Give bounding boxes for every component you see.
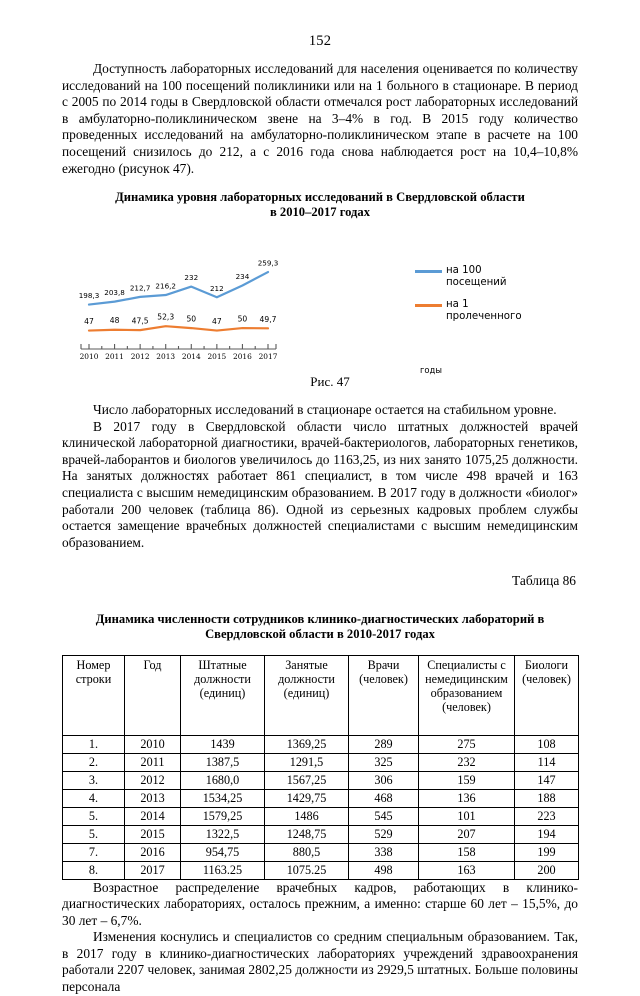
legend-swatch-series1 [415, 270, 442, 273]
table-title [68, 612, 572, 641]
table-header-line: Биологи [524, 657, 569, 672]
table-cell: 8. [63, 861, 125, 879]
table-header-line: Номер [76, 657, 111, 672]
paragraph-after-table-2: Изменения коснулись и специалистов со средним специальным образованием. Так, в 2017 году в клинико-диагностических лабораториях учреждений здравоохранения работали 2207 человек, занимая 2802,25 должности из 2929,5 штатных. Больше половины персонала [62, 929, 578, 995]
table-row [63, 789, 579, 807]
chart-x-tick-label: 2016 [233, 351, 252, 361]
table-header-cell [181, 655, 265, 735]
table-cell: 108 [515, 735, 579, 753]
page-number: 152 [308, 33, 332, 49]
table-row [63, 753, 579, 771]
table-cell: 194 [515, 825, 579, 843]
table-cell: 275 [419, 735, 515, 753]
table-cell: 2013 [125, 789, 181, 807]
table-cell: 468 [349, 789, 419, 807]
table-header-line: Занятые [285, 657, 328, 672]
table-cell: 338 [349, 843, 419, 861]
chart-data-label: 50 [186, 314, 197, 324]
table-cell: 2017 [125, 861, 181, 879]
table-cell: 2010 [125, 735, 181, 753]
table-cell: 1369,25 [265, 735, 349, 753]
chart-x-tick-label: 2017 [258, 351, 278, 361]
table-cell: 880,5 [265, 843, 349, 861]
table-title-line1: Динамика численности сотрудников клинико-диагностических лабораторий в [95, 612, 545, 627]
table-cell: 1322,5 [181, 825, 265, 843]
chart-xaxis-caption: годы [420, 364, 442, 375]
table-cell: 2015 [125, 825, 181, 843]
table-header-line: образованием [430, 685, 503, 700]
table-cell: 306 [349, 771, 419, 789]
chart-data-label: 216,2 [155, 281, 177, 291]
figure-caption: Рис. 47 [310, 373, 350, 389]
table-cell: 114 [515, 753, 579, 771]
chart-x-tick-label: 2014 [181, 351, 201, 361]
table-header-line: строки [75, 671, 112, 686]
legend-label-series2: на 1 пролеченного [446, 298, 522, 323]
table-header-cell [515, 655, 579, 735]
table-cell: 954,75 [181, 843, 265, 861]
table-cell: 101 [419, 807, 515, 825]
table-cell: 200 [515, 861, 579, 879]
chart-x-tick-label: 2013 [156, 351, 176, 361]
chart-data-label: 47,5 [131, 316, 149, 326]
chart-x-tick-label: 2012 [130, 351, 150, 361]
table-header-row [63, 655, 579, 735]
legend-swatch-series2 [415, 304, 442, 307]
table-cell: 223 [515, 807, 579, 825]
table-cell: 159 [419, 771, 515, 789]
document-page [0, 33, 640, 995]
table-reference: Таблица 86 [512, 573, 576, 589]
legend-label-series1: на 100 посещений [446, 264, 507, 289]
chart-data-label: 212 [209, 283, 224, 293]
table-cell: 5. [63, 807, 125, 825]
table-cell: 2016 [125, 843, 181, 861]
table-cell: 1. [63, 735, 125, 753]
table-cell: 1567,25 [265, 771, 349, 789]
table-cell: 4. [63, 789, 125, 807]
paragraph-intro: Доступность лабораторных исследований для населения оценивается по количеству исследований на 100 посещений поликлиники или на 1 больного в стационаре. В период с 2005 по 2014 годы в Свердловской области отмечался рост лабораторных исследований в амбулаторно-поликлиническом звене на 3–4% в год. В 2015 году количество проведенных исследований на амбулаторно-поликлиническом этапе в расчете на 100 посещений снизилось до 212, а с 2016 года снова наблюдается рост на 10,4–10,8% ежегодно (рисунок 47). [62, 61, 578, 176]
table-cell: 289 [349, 735, 419, 753]
legend-item-series1 [415, 265, 532, 290]
figure-title-line1: Динамика уровня лабораторных исследований в Свердловской области [115, 190, 525, 205]
table-body [63, 735, 579, 879]
table-cell: 5. [63, 825, 125, 843]
paragraph-after-figure-2: В 2017 году в Свердловской области число штатных должностей врачей клинической лабораторной диагностики, врачей-бактериологов, лабораторных генетиков, врачей-лаборантов и биологов увеличилось до 1163,25, из них занято 1075,25 должности. На занятых должностях работает 861 специалист, в том числе 498 врачей и 163 специалиста с высшим немедицинским образованием. В 2017 году в должности «биолог» работали 200 человек (таблица 86). Одной из серьезных кадровых проблем службы остается замещение врачебных должностей специалистами с высшим немедицинским образованием. [62, 418, 578, 550]
chart-x-tick-label: 2011 [105, 351, 124, 361]
table-header-line: немедицинским [425, 671, 508, 686]
chart-data-label: 52,3 [157, 312, 175, 322]
table-cell: 2011 [125, 753, 181, 771]
chart-data-label: 259,3 [257, 258, 279, 268]
table-head [63, 655, 579, 735]
table-header-line: должности [194, 671, 251, 686]
chart-data-label: 50 [237, 314, 248, 324]
table-cell: 136 [419, 789, 515, 807]
chart-data-label: 203,8 [104, 288, 125, 298]
table-header-line: (человек) [359, 671, 408, 686]
paragraph-after-figure-1: Число лабораторных исследований в стационаре остается на стабильном уровне. [93, 401, 557, 417]
table-cell: 2. [63, 753, 125, 771]
table-cell: 1429,75 [265, 789, 349, 807]
table-header-line: должности [278, 671, 335, 686]
table-header-line: Специалисты с [427, 657, 506, 672]
table-cell: 498 [349, 861, 419, 879]
table-header-cell [265, 655, 349, 735]
figure-title-line2: в 2010–2017 годах [269, 204, 371, 219]
paragraph-after-table-1: Возрастное распределение врачебных кадров, работающих в клинико-диагностических лабораториях, осталось прежним, а именно: старше 60 лет – 15,5%, до 30 лет – 6,7%. [62, 879, 578, 928]
chart-data-label: 232 [184, 273, 199, 283]
table-cell: 1579,25 [181, 807, 265, 825]
chart-data-label: 47 [84, 317, 94, 327]
table-header-line: Штатные [198, 657, 247, 672]
table-row [63, 735, 579, 753]
table-header-line: (человек) [522, 671, 571, 686]
staff-table [62, 655, 579, 880]
chart-data-label: 234 [235, 272, 250, 282]
table-header-cell [125, 655, 181, 735]
chart-data-label: 49,7 [259, 314, 277, 324]
table-cell: 1680,0 [181, 771, 265, 789]
table-cell: 1486 [265, 807, 349, 825]
table-header-cell [419, 655, 515, 735]
table-cell: 199 [515, 843, 579, 861]
table-row [63, 807, 579, 825]
table-cell: 232 [419, 753, 515, 771]
table-header-line: Врачи [367, 657, 400, 672]
figure-title [70, 190, 570, 219]
table-cell: 1075.25 [265, 861, 349, 879]
legend-item-series2 [415, 299, 532, 324]
table-cell: 163 [419, 861, 515, 879]
table-cell: 3. [63, 771, 125, 789]
table-row [63, 825, 579, 843]
table-cell: 545 [349, 807, 419, 825]
figure-block [62, 190, 578, 390]
table-row [63, 771, 579, 789]
chart-x-tick-label: 2010 [79, 351, 99, 361]
table-row [63, 843, 579, 861]
chart [62, 225, 578, 390]
table-cell: 529 [349, 825, 419, 843]
table-header-line: (единиц) [283, 685, 330, 700]
table-cell: 1439 [181, 735, 265, 753]
table-cell: 2014 [125, 807, 181, 825]
table-title-line2: Свердловской области в 2010-2017 годах [205, 626, 435, 641]
table-header-line: (человек) [442, 700, 491, 715]
chart-data-label: 47 [212, 317, 222, 327]
table-cell: 7. [63, 843, 125, 861]
table-header-cell [63, 655, 125, 735]
chart-legend [415, 265, 532, 333]
table-cell: 1534,25 [181, 789, 265, 807]
table-header-line: Год [143, 657, 162, 672]
table-cell: 325 [349, 753, 419, 771]
chart-x-tick-label: 2015 [207, 351, 227, 361]
table-cell: 147 [515, 771, 579, 789]
table-cell: 1387,5 [181, 753, 265, 771]
table-cell: 1291,5 [265, 753, 349, 771]
table-cell: 207 [419, 825, 515, 843]
chart-data-label: 198,3 [78, 291, 100, 301]
table-row [63, 861, 579, 879]
chart-data-label: 48 [109, 316, 120, 326]
table-header-line: (единиц) [199, 685, 246, 700]
table-cell: 1163.25 [181, 861, 265, 879]
table-cell: 158 [419, 843, 515, 861]
table-cell: 188 [515, 789, 579, 807]
table-cell: 2012 [125, 771, 181, 789]
chart-data-label: 212,7 [129, 283, 151, 293]
table-cell: 1248,75 [265, 825, 349, 843]
table-header-cell [349, 655, 419, 735]
